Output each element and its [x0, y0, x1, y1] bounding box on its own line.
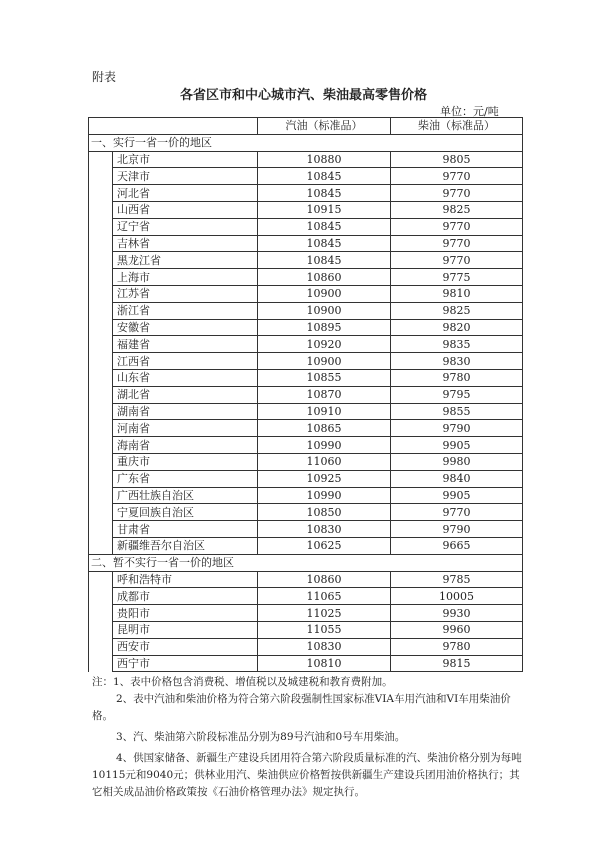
table-row — [89, 420, 523, 437]
note-text: 1、表中价格包含消费税、增值税以及城建税和教育费附加。 — [113, 676, 393, 688]
diesel-price-cell: 9855 — [391, 403, 523, 420]
gasoline-price-cell: 10810 — [258, 655, 391, 672]
appendix-label: 附表 — [92, 70, 117, 84]
table-row — [89, 302, 523, 319]
header-gasoline: 汽油（标准品） — [258, 118, 391, 135]
table-row — [89, 369, 523, 386]
indent-cell — [89, 521, 113, 538]
gasoline-price-cell: 10920 — [258, 336, 391, 353]
region-name-cell: 新疆维吾尔自治区 — [113, 537, 258, 554]
region-name-cell: 重庆市 — [113, 453, 258, 470]
indent-cell — [89, 470, 113, 487]
region-name-cell: 西宁市 — [113, 655, 258, 672]
gasoline-price-cell: 11060 — [258, 453, 391, 470]
indent-cell — [89, 537, 113, 554]
region-name-cell: 呼和浩特市 — [113, 571, 258, 588]
gasoline-price-cell: 10915 — [258, 201, 391, 218]
table-row — [89, 386, 523, 403]
indent-cell — [89, 504, 113, 521]
indent-cell — [89, 353, 113, 370]
region-name-cell: 北京市 — [113, 151, 258, 168]
region-name-cell: 山东省 — [113, 369, 258, 386]
indent-cell — [89, 571, 113, 588]
region-name-cell: 上海市 — [113, 269, 258, 286]
table-row — [89, 588, 523, 605]
gasoline-price-cell: 10990 — [258, 437, 391, 454]
indent-cell — [89, 218, 113, 235]
gasoline-price-cell: 10845 — [258, 235, 391, 252]
diesel-price-cell: 9770 — [391, 252, 523, 269]
region-name-cell: 湖南省 — [113, 403, 258, 420]
table-row — [89, 201, 523, 218]
diesel-price-cell: 9905 — [391, 487, 523, 504]
indent-cell — [89, 302, 113, 319]
region-name-cell: 河北省 — [113, 185, 258, 202]
table-row — [89, 655, 523, 672]
indent-cell — [89, 638, 113, 655]
header-diesel: 柴油（标准品） — [391, 118, 523, 135]
page-title: 各省区市和中心城市汽、柴油最高零售价格 — [179, 88, 427, 103]
gasoline-price-cell: 10845 — [258, 168, 391, 185]
gasoline-price-cell: 10925 — [258, 470, 391, 487]
table-row — [89, 168, 523, 185]
region-name-cell: 海南省 — [113, 437, 258, 454]
section-label: 二、暂不实行一省一价的地区 — [89, 554, 523, 571]
region-name-cell: 福建省 — [113, 336, 258, 353]
section-label: 一、实行一省一价的地区 — [89, 134, 523, 151]
gasoline-price-cell: 10830 — [258, 638, 391, 655]
gasoline-price-cell: 10895 — [258, 319, 391, 336]
region-name-cell: 河南省 — [113, 420, 258, 437]
section-header-row — [89, 554, 523, 571]
region-name-cell: 宁夏回族自治区 — [113, 504, 258, 521]
region-name-cell: 甘肃省 — [113, 521, 258, 538]
note-1 — [92, 674, 522, 691]
table-row — [89, 621, 523, 638]
indent-cell — [89, 168, 113, 185]
indent-cell — [89, 386, 113, 403]
indent-cell — [89, 437, 113, 454]
gasoline-price-cell: 10850 — [258, 504, 391, 521]
region-name-cell: 黑龙江省 — [113, 252, 258, 269]
diesel-price-cell: 9780 — [391, 369, 523, 386]
region-name-cell: 成都市 — [113, 588, 258, 605]
table-row — [89, 151, 523, 168]
indent-cell — [89, 185, 113, 202]
diesel-price-cell: 9820 — [391, 319, 523, 336]
table-row — [89, 605, 523, 622]
diesel-price-cell: 9785 — [391, 571, 523, 588]
note-4: 4、供国家储备、新疆生产建设兵团用符合第六阶段质量标准的汽、柴油价格分别为每吨10115元和9040元；供林业用汽、柴油供应价格暂按供新疆生产建设兵团用油价格执行；其它相关成品油价格政策按《石油价格管理办法》规定执行。 — [92, 752, 522, 798]
diesel-price-cell: 9770 — [391, 185, 523, 202]
indent-cell — [89, 420, 113, 437]
gasoline-price-cell: 10900 — [258, 285, 391, 302]
diesel-price-cell: 9980 — [391, 453, 523, 470]
gasoline-price-cell: 10860 — [258, 269, 391, 286]
unit-label: 单位：元/吨 — [440, 105, 499, 118]
diesel-price-cell: 9815 — [391, 655, 523, 672]
notes-section — [92, 674, 522, 801]
gasoline-price-cell: 11025 — [258, 605, 391, 622]
indent-cell — [89, 201, 113, 218]
region-name-cell: 江苏省 — [113, 285, 258, 302]
region-name-cell: 贵阳市 — [113, 605, 258, 622]
table-row — [89, 403, 523, 420]
diesel-price-cell: 9805 — [391, 151, 523, 168]
indent-cell — [89, 588, 113, 605]
indent-cell — [89, 403, 113, 420]
diesel-price-cell: 9960 — [391, 621, 523, 638]
diesel-price-cell: 9795 — [391, 386, 523, 403]
region-name-cell: 广西壮族自治区 — [113, 487, 258, 504]
gasoline-price-cell: 11055 — [258, 621, 391, 638]
gasoline-price-cell: 11065 — [258, 588, 391, 605]
table-row — [89, 504, 523, 521]
diesel-price-cell: 9835 — [391, 336, 523, 353]
gasoline-price-cell: 10900 — [258, 302, 391, 319]
header-region-cell — [89, 118, 258, 135]
gasoline-price-cell: 10865 — [258, 420, 391, 437]
indent-cell — [89, 151, 113, 168]
gasoline-price-cell: 10845 — [258, 185, 391, 202]
table-row — [89, 453, 523, 470]
table-row — [89, 269, 523, 286]
region-name-cell: 吉林省 — [113, 235, 258, 252]
indent-cell — [89, 235, 113, 252]
indent-cell — [89, 605, 113, 622]
indent-cell — [89, 369, 113, 386]
diesel-price-cell: 9825 — [391, 201, 523, 218]
diesel-price-cell: 10005 — [391, 588, 523, 605]
gasoline-price-cell: 10910 — [258, 403, 391, 420]
gasoline-price-cell: 10845 — [258, 252, 391, 269]
diesel-price-cell: 9775 — [391, 269, 523, 286]
diesel-price-cell: 9930 — [391, 605, 523, 622]
table-row — [89, 470, 523, 487]
diesel-price-cell: 9770 — [391, 168, 523, 185]
table-row — [89, 571, 523, 588]
indent-cell — [89, 453, 113, 470]
table-row — [89, 437, 523, 454]
price-table — [88, 117, 523, 672]
gasoline-price-cell: 10855 — [258, 369, 391, 386]
region-name-cell: 江西省 — [113, 353, 258, 370]
table-header-row — [89, 118, 523, 135]
table-row — [89, 353, 523, 370]
gasoline-price-cell: 10830 — [258, 521, 391, 538]
gasoline-price-cell: 10990 — [258, 487, 391, 504]
note-3: 3、汽、柴油第六阶段标准品分别为89号汽油和0号车用柴油。 — [116, 731, 406, 743]
table-row — [89, 218, 523, 235]
table-row — [89, 521, 523, 538]
region-name-cell: 广东省 — [113, 470, 258, 487]
indent-cell — [89, 621, 113, 638]
indent-cell — [89, 336, 113, 353]
region-name-cell: 安徽省 — [113, 319, 258, 336]
gasoline-price-cell: 10880 — [258, 151, 391, 168]
region-name-cell: 西安市 — [113, 638, 258, 655]
diesel-price-cell: 9770 — [391, 504, 523, 521]
table-row — [89, 336, 523, 353]
table-row — [89, 185, 523, 202]
indent-cell — [89, 655, 113, 672]
indent-cell — [89, 487, 113, 504]
section-header-row — [89, 134, 523, 151]
table-row — [89, 285, 523, 302]
region-name-cell: 天津市 — [113, 168, 258, 185]
indent-cell — [89, 252, 113, 269]
region-name-cell: 山西省 — [113, 201, 258, 218]
table-row — [89, 235, 523, 252]
diesel-price-cell: 9770 — [391, 235, 523, 252]
table-row — [89, 319, 523, 336]
notes-label: 注： — [92, 676, 113, 688]
diesel-price-cell: 9790 — [391, 521, 523, 538]
gasoline-price-cell: 10900 — [258, 353, 391, 370]
table-row — [89, 537, 523, 554]
note-2: 2、表中汽油和柴油价格为符合第六阶段强制性国家标准VIA车用汽油和VI车用柴油价格。 — [92, 693, 511, 722]
region-name-cell: 浙江省 — [113, 302, 258, 319]
region-name-cell: 湖北省 — [113, 386, 258, 403]
region-name-cell: 昆明市 — [113, 621, 258, 638]
diesel-price-cell: 9780 — [391, 638, 523, 655]
diesel-price-cell: 9790 — [391, 420, 523, 437]
diesel-price-cell: 9905 — [391, 437, 523, 454]
indent-cell — [89, 285, 113, 302]
gasoline-price-cell: 10845 — [258, 218, 391, 235]
indent-cell — [89, 269, 113, 286]
diesel-price-cell: 9825 — [391, 302, 523, 319]
diesel-price-cell: 9665 — [391, 537, 523, 554]
gasoline-price-cell: 10625 — [258, 537, 391, 554]
region-name-cell: 辽宁省 — [113, 218, 258, 235]
table-row — [89, 487, 523, 504]
diesel-price-cell: 9840 — [391, 470, 523, 487]
table-row — [89, 638, 523, 655]
gasoline-price-cell: 10870 — [258, 386, 391, 403]
diesel-price-cell: 9830 — [391, 353, 523, 370]
gasoline-price-cell: 10860 — [258, 571, 391, 588]
price-table-body — [89, 118, 523, 672]
indent-cell — [89, 319, 113, 336]
diesel-price-cell: 9810 — [391, 285, 523, 302]
diesel-price-cell: 9770 — [391, 218, 523, 235]
table-row — [89, 252, 523, 269]
